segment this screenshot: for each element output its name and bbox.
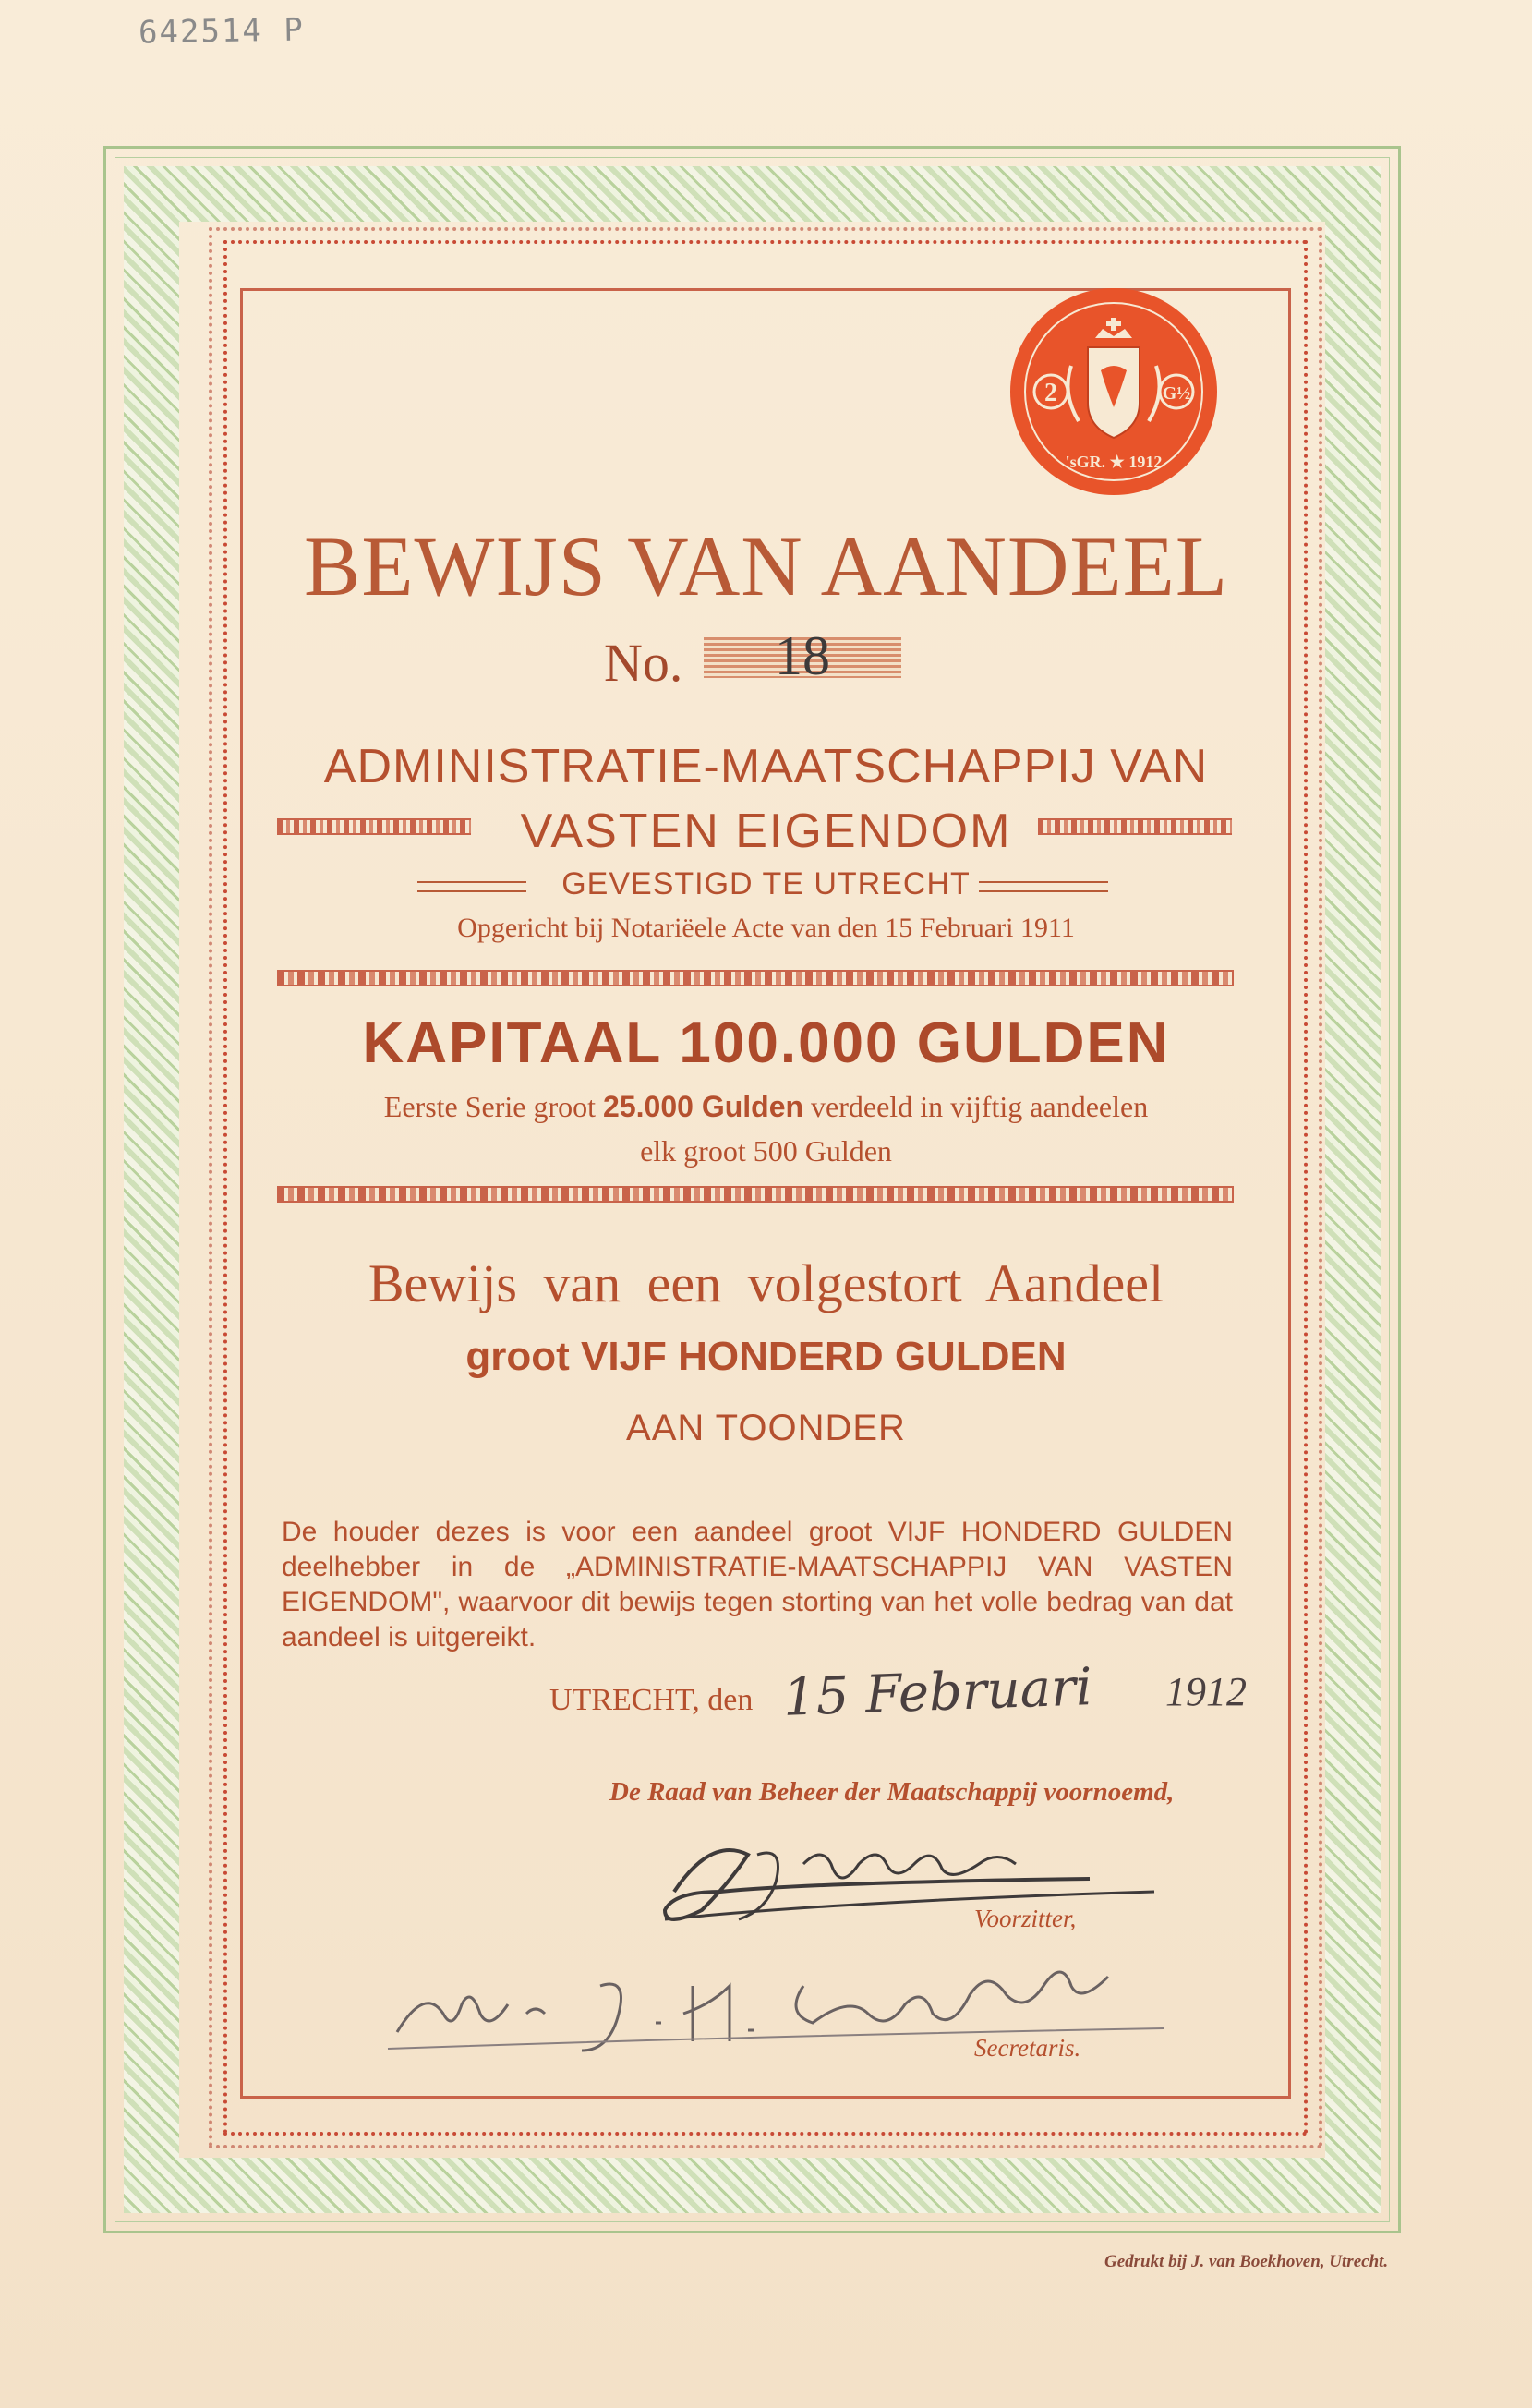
series-post: verdeeld in vijftig aandeelen xyxy=(811,1090,1149,1123)
stamp-ring-text: 'sGR. ★ 1912 xyxy=(1065,453,1163,471)
ornament-band-top xyxy=(277,970,1234,986)
date-year: 1912 xyxy=(1165,1669,1247,1714)
chairman-label: Voorzitter, xyxy=(974,1905,1077,1932)
ornament-band-bottom xyxy=(277,1186,1234,1203)
chairman-signature xyxy=(646,1827,1164,1938)
seat-of-company: GEVESTIGD TE UTRECHT xyxy=(561,866,971,901)
stamp-left-value: 2 xyxy=(1044,379,1057,407)
certificate-title: BEWIJS VAN AANDEEL xyxy=(303,519,1229,613)
date-handwritten: 15 Februari xyxy=(781,1657,1093,1728)
capital-heading: KAPITAAL 100.000 GULDEN xyxy=(362,1011,1170,1075)
ornament-right xyxy=(1038,818,1232,835)
printer-credit: Gedrukt bij J. van Boekhoven, Utrecht. xyxy=(1104,2252,1389,2271)
stamp-right-value: G½ xyxy=(1162,383,1191,404)
founding-note: Opgericht bij Notariëele Acte van den 15 Februari 1911 xyxy=(457,913,1075,943)
number-label: No. xyxy=(604,633,683,693)
certificate-number: 18 xyxy=(775,625,830,686)
board-statement: De Raad van Beheer der Maatschappij voornoemd, xyxy=(609,1777,1175,1807)
series-line xyxy=(0,1090,1532,1124)
proof-heading: Bewijs van een volgestort Aandeel xyxy=(368,1253,1164,1313)
share-amount-heading: groot VIJF HONDERD GULDEN xyxy=(465,1334,1067,1379)
double-rule-right xyxy=(979,881,1108,892)
bearer-heading: AAN TOONDER xyxy=(626,1408,906,1448)
secretary-label: Secretaris. xyxy=(974,2034,1081,2062)
archive-mark: 642514 P xyxy=(138,11,306,52)
certificate-body-text: De houder dezes is voor een aandeel groot VIJF HONDERD GULDEN deelhebber in de „ADMINISTRATIE-MAATSCHAPPIJ VAN VASTEN EIGENDOM", waarvoor dit bewijs tegen storting van het volle bedrag van dat aandeel is uitgereikt. xyxy=(282,1517,1233,1652)
date-place: UTRECHT, den xyxy=(549,1683,754,1717)
share-par-value: elk groot 500 Gulden xyxy=(640,1134,892,1168)
company-name-line1: ADMINISTRATIE-MAATSCHAPPIJ VAN xyxy=(323,740,1209,793)
company-name-line2: VASTEN EIGENDOM xyxy=(520,805,1012,858)
series-amount: 25.000 Gulden xyxy=(603,1090,804,1123)
revenue-stamp xyxy=(1005,283,1223,501)
series-pre: Eerste Serie groot xyxy=(383,1090,597,1123)
